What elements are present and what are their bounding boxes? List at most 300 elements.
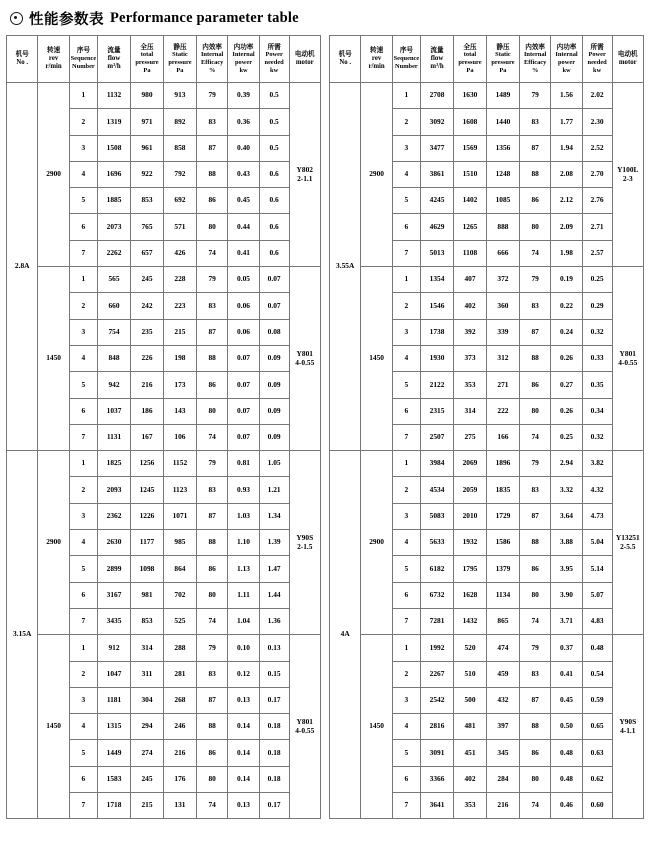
- cell-internal-efficiency: 88: [196, 530, 227, 556]
- table-row: [330, 267, 644, 293]
- cell-internal-efficiency: 86: [519, 556, 550, 582]
- cell-power-needed: 1.34: [259, 503, 289, 529]
- col-header-eff-en1: Internal: [200, 51, 224, 59]
- cell-total-pressure: 216: [131, 372, 164, 398]
- cell-total-pressure: 1795: [454, 556, 487, 582]
- cell-power-needed: 0.5: [259, 135, 289, 161]
- cell-internal-efficiency: 88: [196, 345, 227, 371]
- cell-total-pressure: 353: [454, 793, 487, 819]
- cell-total-pressure: 275: [454, 424, 487, 450]
- col-header-total-en1: total: [140, 51, 154, 59]
- motor-model-line1: Y90S: [296, 532, 314, 542]
- cell-power-needed: 0.5: [259, 109, 289, 135]
- cell-static-pressure: 360: [486, 293, 519, 319]
- col-header-no: [330, 36, 361, 83]
- cell-flow: 1696: [98, 161, 131, 187]
- cell-total-pressure: 235: [131, 319, 164, 345]
- col-header-static-en3: Pa: [176, 66, 184, 74]
- table-row: [7, 451, 321, 477]
- cell-internal-power: 1.94: [551, 135, 582, 161]
- col-header-rev: [38, 36, 69, 83]
- cell-sequence: 3: [392, 319, 420, 345]
- col-header-need-en3: needed: [264, 59, 284, 67]
- cell-sequence: 5: [392, 372, 420, 398]
- cell-machine-no: 4A: [330, 451, 361, 819]
- motor-model-line1: Y802: [296, 164, 313, 174]
- cell-internal-power: 0.43: [228, 161, 259, 187]
- cell-total-pressure: 510: [454, 661, 487, 687]
- cell-sequence: 5: [392, 556, 420, 582]
- cell-internal-efficiency: 79: [196, 267, 227, 293]
- table-row: [7, 83, 321, 109]
- col-header-motor: [612, 36, 643, 83]
- cell-internal-power: 0.07: [228, 372, 259, 398]
- col-header-ipow-en3: kw: [562, 66, 571, 74]
- cell-speed: 1450: [38, 267, 69, 451]
- cell-total-pressure: 353: [454, 372, 487, 398]
- cell-sequence: 1: [392, 635, 420, 661]
- table-row: [330, 451, 644, 477]
- cell-flow: 1930: [421, 345, 454, 371]
- col-header-sequence: [69, 36, 97, 83]
- cell-power-needed: 5.14: [582, 556, 612, 582]
- cell-machine-no: 3.55A: [330, 83, 361, 451]
- cell-total-pressure: 961: [131, 135, 164, 161]
- col-header-static-en2: pressure: [491, 59, 515, 67]
- cell-total-pressure: 1608: [454, 109, 487, 135]
- cell-flow: 1718: [98, 793, 131, 819]
- col-header-flow-en1: flow: [107, 54, 121, 62]
- cell-total-pressure: 314: [454, 398, 487, 424]
- cell-sequence: 1: [69, 451, 97, 477]
- cell-internal-efficiency: 86: [196, 372, 227, 398]
- cell-sequence: 7: [392, 608, 420, 634]
- cell-power-needed: 0.33: [582, 345, 612, 371]
- motor-model-line2: 2-3: [622, 173, 633, 183]
- cell-internal-power: 0.46: [551, 793, 582, 819]
- col-header-eff-en2: Efficacy: [523, 59, 547, 67]
- cell-machine-no: 3.15A: [7, 451, 38, 819]
- cell-power-needed: 2.70: [582, 161, 612, 187]
- cell-internal-efficiency: 80: [196, 398, 227, 424]
- cell-internal-efficiency: 86: [196, 188, 227, 214]
- cell-flow: 1583: [98, 766, 131, 792]
- cell-motor: [289, 83, 320, 267]
- cell-power-needed: 0.09: [259, 372, 289, 398]
- cell-static-pressure: 397: [486, 714, 519, 740]
- cell-total-pressure: 1177: [131, 530, 164, 556]
- cell-speed: 1450: [361, 267, 392, 451]
- cell-internal-efficiency: 83: [196, 293, 227, 319]
- col-header-flow-en2: m³/h: [430, 62, 444, 70]
- cell-sequence: 6: [392, 398, 420, 424]
- cell-internal-efficiency: 88: [519, 345, 550, 371]
- cell-power-needed: 2.57: [582, 240, 612, 266]
- cell-static-pressure: 1356: [486, 135, 519, 161]
- cell-flow: 4534: [421, 477, 454, 503]
- cell-power-needed: 0.35: [582, 372, 612, 398]
- cell-internal-efficiency: 83: [196, 109, 227, 135]
- col-header-no-en: No .: [16, 58, 29, 66]
- cell-internal-power: 1.11: [228, 582, 259, 608]
- cell-internal-power: 2.09: [551, 214, 582, 240]
- cell-total-pressure: 1569: [454, 135, 487, 161]
- cell-total-pressure: 481: [454, 714, 487, 740]
- col-header-static-pressure: [163, 36, 196, 83]
- cell-total-pressure: 2010: [454, 503, 487, 529]
- cell-sequence: 4: [69, 530, 97, 556]
- cell-sequence: 4: [392, 530, 420, 556]
- cell-flow: 2708: [421, 83, 454, 109]
- cell-static-pressure: 198: [163, 345, 196, 371]
- cell-flow: 1508: [98, 135, 131, 161]
- cell-sequence: 2: [392, 661, 420, 687]
- col-header-internal-power: [228, 36, 259, 83]
- cell-motor: [289, 267, 320, 451]
- cell-total-pressure: 1108: [454, 240, 487, 266]
- cell-sequence: 2: [69, 477, 97, 503]
- cell-power-needed: 0.6: [259, 214, 289, 240]
- cell-flow: 2816: [421, 714, 454, 740]
- cell-sequence: 6: [69, 766, 97, 792]
- cell-flow: 1825: [98, 451, 131, 477]
- cell-static-pressure: 215: [163, 319, 196, 345]
- cell-internal-efficiency: 79: [196, 451, 227, 477]
- cell-static-pressure: 426: [163, 240, 196, 266]
- cell-static-pressure: 1134: [486, 582, 519, 608]
- cell-static-pressure: 1152: [163, 451, 196, 477]
- cell-motor: [612, 635, 643, 819]
- cell-total-pressure: 1628: [454, 582, 487, 608]
- motor-model-line2: 2-5.5: [620, 541, 636, 551]
- cell-internal-efficiency: 74: [519, 240, 550, 266]
- cell-total-pressure: 500: [454, 687, 487, 713]
- cell-speed: 1450: [361, 635, 392, 819]
- cell-internal-efficiency: 80: [519, 214, 550, 240]
- cell-flow: 3477: [421, 135, 454, 161]
- col-header-need-en4: kw: [270, 66, 279, 74]
- cell-internal-efficiency: 87: [519, 319, 550, 345]
- col-header-rev-en1: rev: [48, 54, 59, 62]
- cell-internal-efficiency: 87: [519, 503, 550, 529]
- cell-total-pressure: 314: [131, 635, 164, 661]
- cell-flow: 2122: [421, 372, 454, 398]
- cell-power-needed: 5.07: [582, 582, 612, 608]
- col-header-flow-en1: flow: [430, 54, 444, 62]
- cell-sequence: 4: [69, 714, 97, 740]
- cell-internal-efficiency: 88: [519, 530, 550, 556]
- cell-power-needed: 0.59: [582, 687, 612, 713]
- cell-power-needed: 0.17: [259, 687, 289, 713]
- cell-static-pressure: 1085: [486, 188, 519, 214]
- col-header-eff-cn: 内效率: [202, 42, 223, 51]
- cell-flow: 1992: [421, 635, 454, 661]
- cell-total-pressure: 451: [454, 740, 487, 766]
- cell-total-pressure: 981: [131, 582, 164, 608]
- cell-power-needed: 0.5: [259, 83, 289, 109]
- cell-power-needed: 0.34: [582, 398, 612, 424]
- cell-static-pressure: 222: [486, 398, 519, 424]
- col-header-eff-en1: Internal: [523, 51, 547, 59]
- cell-power-needed: 0.18: [259, 740, 289, 766]
- col-header-need-cn: 所需: [590, 42, 604, 51]
- cell-flow: 3435: [98, 608, 131, 634]
- col-header-internal-power: [551, 36, 582, 83]
- cell-static-pressure: 345: [486, 740, 519, 766]
- cell-static-pressure: 284: [486, 766, 519, 792]
- cell-internal-power: 0.13: [228, 687, 259, 713]
- cell-static-pressure: 858: [163, 135, 196, 161]
- cell-total-pressure: 1245: [131, 477, 164, 503]
- cell-internal-efficiency: 87: [196, 687, 227, 713]
- cell-power-needed: 0.09: [259, 424, 289, 450]
- cell-internal-efficiency: 83: [519, 293, 550, 319]
- cell-internal-power: 0.25: [551, 424, 582, 450]
- col-header-total-en2: pressure: [458, 59, 482, 67]
- col-header-ipow-en1: Internal: [555, 51, 578, 59]
- cell-sequence: 1: [392, 83, 420, 109]
- cell-motor: [612, 83, 643, 267]
- cell-internal-power: 0.14: [228, 740, 259, 766]
- cell-sequence: 6: [392, 582, 420, 608]
- col-header-total-en1: total: [463, 51, 477, 59]
- cell-power-needed: 0.15: [259, 661, 289, 687]
- cell-sequence: 3: [392, 687, 420, 713]
- cell-sequence: 4: [392, 345, 420, 371]
- cell-sequence: 2: [392, 109, 420, 135]
- table-row: [7, 267, 321, 293]
- motor-model-line2: 2-1.5: [297, 541, 313, 551]
- cell-sequence: 7: [69, 793, 97, 819]
- cell-power-needed: 1.05: [259, 451, 289, 477]
- cell-static-pressure: 1071: [163, 503, 196, 529]
- cell-internal-power: 3.95: [551, 556, 582, 582]
- cell-internal-efficiency: 87: [196, 319, 227, 345]
- cell-internal-power: 3.71: [551, 608, 582, 634]
- cell-flow: 5083: [421, 503, 454, 529]
- cell-internal-efficiency: 83: [196, 661, 227, 687]
- table-body-right: [330, 83, 644, 819]
- cell-power-needed: 0.18: [259, 714, 289, 740]
- cell-internal-power: 3.88: [551, 530, 582, 556]
- cell-total-pressure: 274: [131, 740, 164, 766]
- col-header-flow-en2: m³/h: [107, 62, 121, 70]
- cell-total-pressure: 971: [131, 109, 164, 135]
- cell-speed: 2900: [361, 451, 392, 635]
- col-header-static-en3: Pa: [499, 66, 507, 74]
- cell-sequence: 3: [392, 135, 420, 161]
- cell-flow: 6732: [421, 582, 454, 608]
- cell-sequence: 5: [69, 372, 97, 398]
- cell-flow: 5633: [421, 530, 454, 556]
- col-header-eff-en3: %: [531, 66, 539, 74]
- cell-internal-power: 1.03: [228, 503, 259, 529]
- cell-total-pressure: 402: [454, 293, 487, 319]
- table-row: [7, 635, 321, 661]
- cell-power-needed: 4.32: [582, 477, 612, 503]
- cell-power-needed: 0.48: [582, 635, 612, 661]
- cell-internal-efficiency: 80: [196, 766, 227, 792]
- cell-static-pressure: 268: [163, 687, 196, 713]
- cell-flow: 7281: [421, 608, 454, 634]
- cell-internal-efficiency: 88: [196, 161, 227, 187]
- cell-flow: 2507: [421, 424, 454, 450]
- cell-flow: 2362: [98, 503, 131, 529]
- col-header-eff-en3: %: [208, 66, 216, 74]
- cell-internal-efficiency: 74: [196, 793, 227, 819]
- cell-total-pressure: 407: [454, 267, 487, 293]
- cell-internal-efficiency: 86: [196, 740, 227, 766]
- cell-static-pressure: 281: [163, 661, 196, 687]
- performance-table-left: [6, 35, 321, 819]
- cell-internal-power: 0.41: [228, 240, 259, 266]
- cell-internal-power: 2.08: [551, 161, 582, 187]
- col-header-seq-en2: Number: [72, 62, 95, 70]
- cell-total-pressure: 226: [131, 345, 164, 371]
- cell-static-pressure: 173: [163, 372, 196, 398]
- cell-static-pressure: 432: [486, 687, 519, 713]
- cell-flow: 1449: [98, 740, 131, 766]
- cell-total-pressure: 215: [131, 793, 164, 819]
- cell-flow: 2262: [98, 240, 131, 266]
- cell-static-pressure: 288: [163, 635, 196, 661]
- cell-internal-power: 1.13: [228, 556, 259, 582]
- cell-internal-efficiency: 88: [519, 161, 550, 187]
- cell-flow: 1885: [98, 188, 131, 214]
- cell-sequence: 5: [392, 188, 420, 214]
- cell-power-needed: 1.47: [259, 556, 289, 582]
- cell-sequence: 3: [69, 319, 97, 345]
- col-header-motor: [289, 36, 320, 83]
- cell-internal-efficiency: 74: [196, 608, 227, 634]
- col-header-ipow-en3: kw: [239, 66, 248, 74]
- cell-power-needed: 1.44: [259, 582, 289, 608]
- col-header-rev-cn: 转速: [46, 45, 61, 54]
- cell-total-pressure: 853: [131, 188, 164, 214]
- cell-internal-efficiency: 83: [196, 477, 227, 503]
- col-header-total-cn: 全压: [463, 42, 477, 51]
- motor-model-line1: Y90S: [619, 717, 637, 727]
- cell-total-pressure: 402: [454, 766, 487, 792]
- right-table-wrap: [329, 35, 644, 819]
- cell-power-needed: 0.18: [259, 766, 289, 792]
- cell-sequence: 3: [69, 503, 97, 529]
- cell-static-pressure: 888: [486, 214, 519, 240]
- cell-total-pressure: 1402: [454, 188, 487, 214]
- cell-internal-power: 0.05: [228, 267, 259, 293]
- col-header-need-en2: Power: [588, 51, 606, 59]
- cell-sequence: 2: [392, 477, 420, 503]
- cell-internal-efficiency: 86: [196, 556, 227, 582]
- cell-sequence: 7: [392, 424, 420, 450]
- cell-internal-efficiency: 74: [519, 424, 550, 450]
- cell-speed: 2900: [38, 83, 69, 267]
- col-header-rev: [361, 36, 392, 83]
- cell-flow: 2630: [98, 530, 131, 556]
- col-header-need-en2: Power: [265, 51, 283, 59]
- col-header-need-en4: kw: [593, 66, 602, 74]
- cell-sequence: 4: [392, 161, 420, 187]
- cell-internal-power: 0.36: [228, 109, 259, 135]
- cell-power-needed: 0.13: [259, 635, 289, 661]
- cell-total-pressure: 2059: [454, 477, 487, 503]
- col-header-flow: [421, 36, 454, 83]
- cell-static-pressure: 228: [163, 267, 196, 293]
- page-title-cn: 性能参数表: [29, 12, 104, 28]
- cell-total-pressure: 1265: [454, 214, 487, 240]
- col-header-ipow-en1: Internal: [232, 51, 255, 59]
- motor-model-line2: 4-0.55: [295, 725, 315, 735]
- cell-speed: 1450: [38, 635, 69, 819]
- cell-total-pressure: 245: [131, 267, 164, 293]
- cell-flow: 3984: [421, 451, 454, 477]
- table-header-right: [330, 36, 644, 83]
- cell-static-pressure: 864: [163, 556, 196, 582]
- cell-flow: 2073: [98, 214, 131, 240]
- col-header-motor-en: motor: [295, 58, 314, 66]
- cell-power-needed: 2.52: [582, 135, 612, 161]
- cell-power-needed: 0.32: [582, 319, 612, 345]
- cell-sequence: 1: [69, 267, 97, 293]
- cell-internal-efficiency: 80: [519, 766, 550, 792]
- cell-internal-efficiency: 87: [196, 135, 227, 161]
- cell-static-pressure: 692: [163, 188, 196, 214]
- cell-total-pressure: 1932: [454, 530, 487, 556]
- cell-static-pressure: 223: [163, 293, 196, 319]
- cell-sequence: 6: [392, 766, 420, 792]
- col-header-seq-cn: 序号: [76, 46, 90, 55]
- cell-sequence: 2: [69, 293, 97, 319]
- cell-internal-power: 2.12: [551, 188, 582, 214]
- cell-total-pressure: 373: [454, 345, 487, 371]
- col-header-total-en3: Pa: [466, 66, 474, 74]
- col-header-motor-en: motor: [618, 58, 637, 66]
- col-header-ipow-en2: power: [558, 59, 576, 67]
- cell-internal-power: 0.27: [551, 372, 582, 398]
- cell-power-needed: 4.73: [582, 503, 612, 529]
- col-header-ipow-cn: 内功率: [556, 42, 577, 51]
- cell-power-needed: 0.07: [259, 267, 289, 293]
- cell-power-needed: 0.54: [582, 661, 612, 687]
- cell-static-pressure: 1896: [486, 451, 519, 477]
- cell-internal-power: 0.48: [551, 740, 582, 766]
- cell-flow: 4629: [421, 214, 454, 240]
- cell-power-needed: 0.6: [259, 240, 289, 266]
- cell-static-pressure: 525: [163, 608, 196, 634]
- cell-internal-power: 0.24: [551, 319, 582, 345]
- cell-internal-power: 0.14: [228, 766, 259, 792]
- cell-static-pressure: 913: [163, 83, 196, 109]
- cell-flow: 754: [98, 319, 131, 345]
- cell-static-pressure: 1586: [486, 530, 519, 556]
- cell-internal-efficiency: 86: [519, 372, 550, 398]
- cell-internal-power: 2.94: [551, 451, 582, 477]
- cell-flow: 3641: [421, 793, 454, 819]
- cell-static-pressure: 702: [163, 582, 196, 608]
- cell-total-pressure: 922: [131, 161, 164, 187]
- col-header-seq-cn: 序号: [399, 46, 413, 55]
- cell-internal-power: 0.13: [228, 793, 259, 819]
- col-header-rev-en1: rev: [371, 54, 382, 62]
- cell-sequence: 4: [69, 161, 97, 187]
- cell-internal-power: 1.10: [228, 530, 259, 556]
- cell-internal-power: 0.06: [228, 293, 259, 319]
- col-header-ipow-en2: power: [235, 59, 253, 67]
- cell-static-pressure: 1489: [486, 83, 519, 109]
- cell-internal-efficiency: 79: [519, 451, 550, 477]
- cell-motor: [612, 451, 643, 635]
- cell-flow: 912: [98, 635, 131, 661]
